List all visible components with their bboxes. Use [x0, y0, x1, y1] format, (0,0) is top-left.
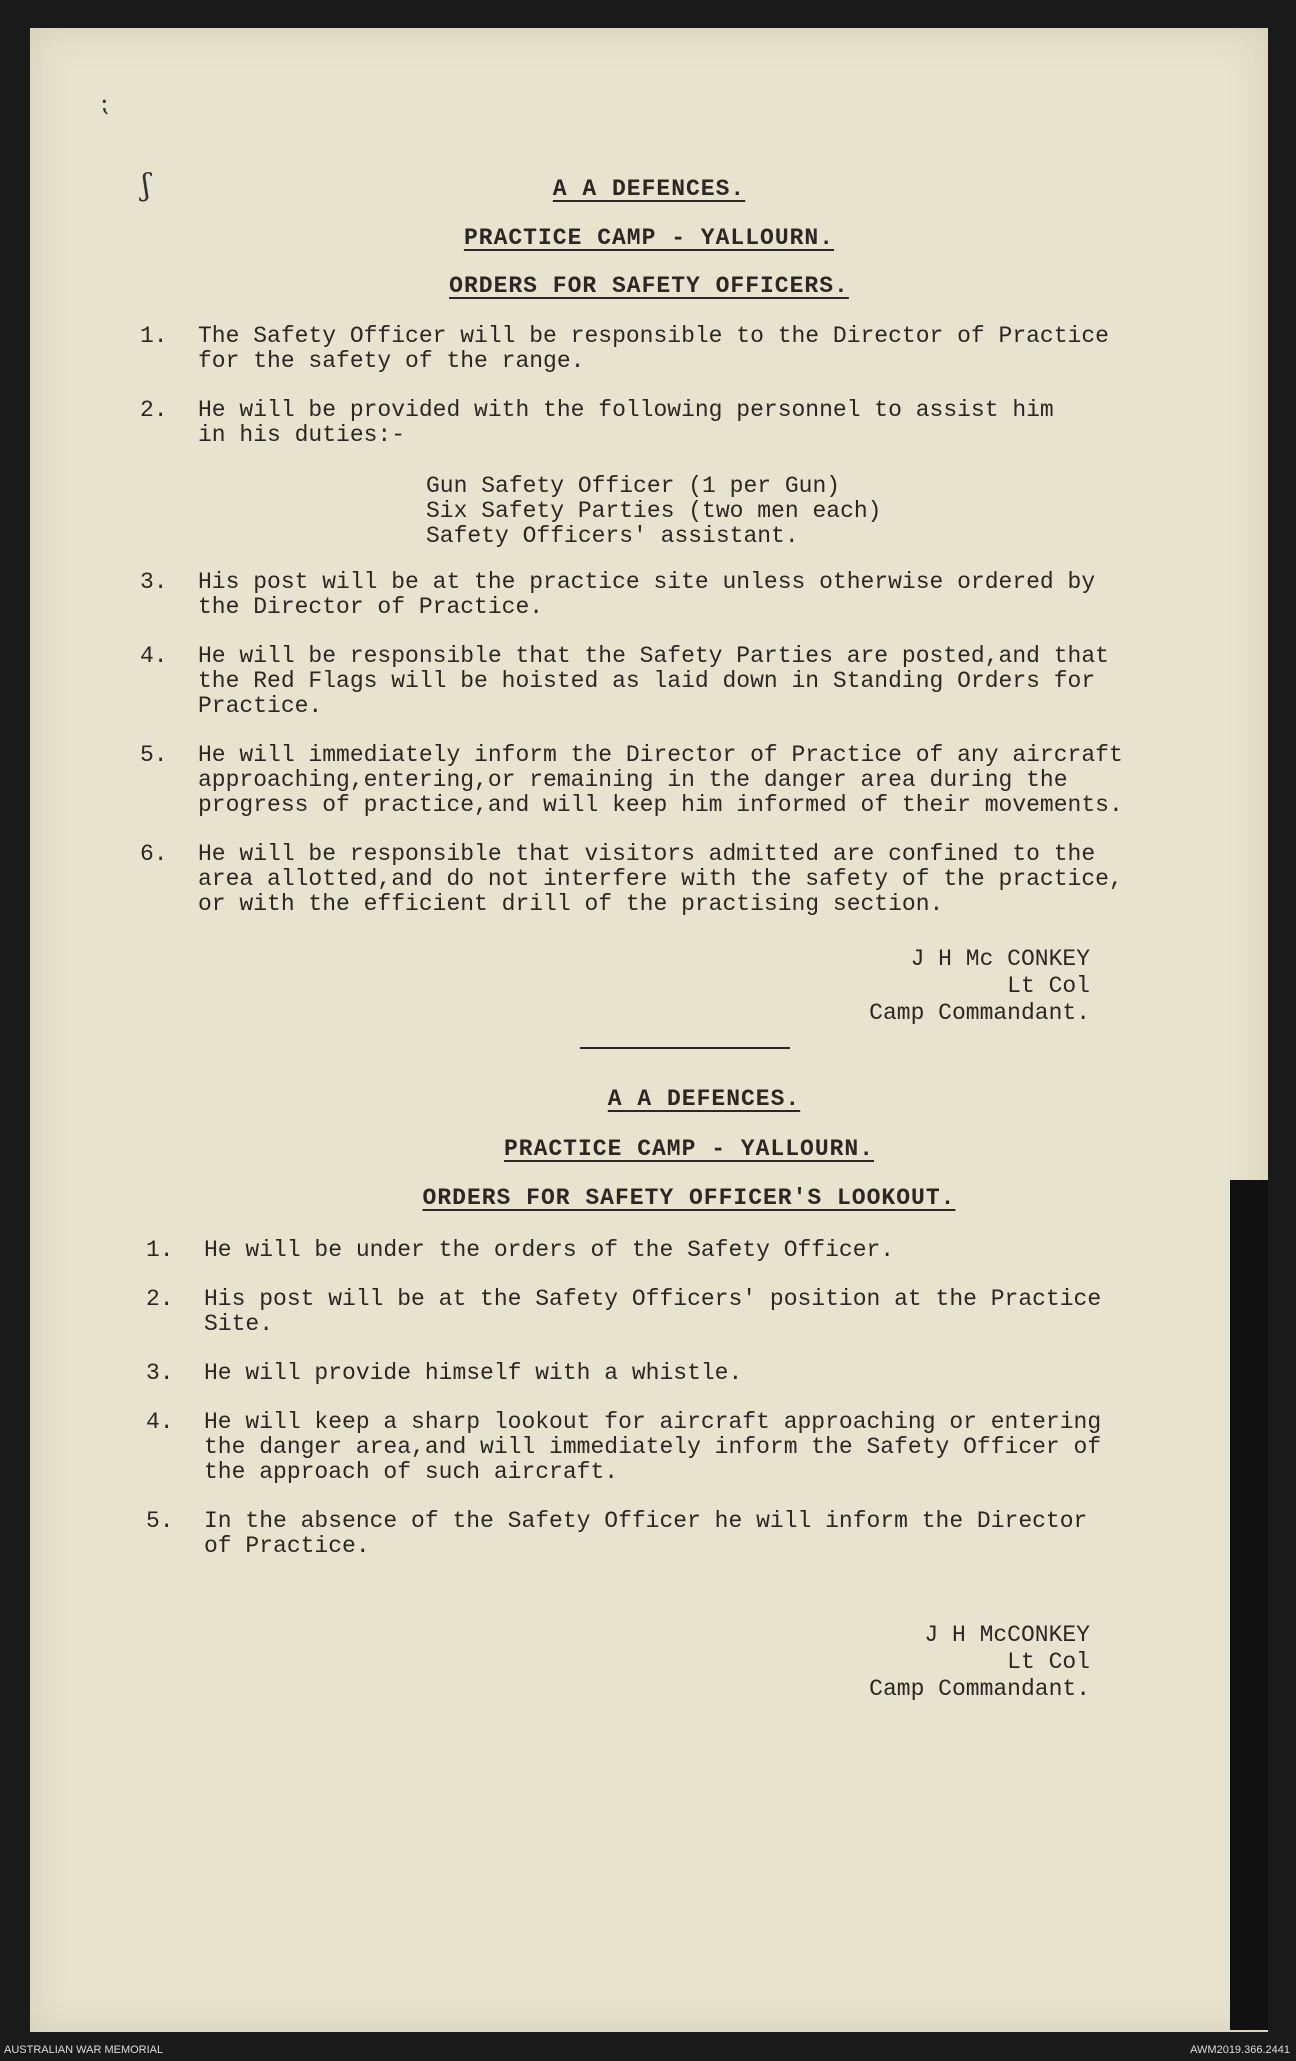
doc2-heading-orders: ORDERS FOR SAFETY OFFICER'S LOOKOUT.	[422, 1185, 956, 1211]
torn-edge	[1230, 1180, 1268, 2030]
doc2-heading-camp: PRACTICE CAMP - YALLOURN.	[503, 1136, 875, 1162]
doc1-heading-camp: PRACTICE CAMP - YALLOURN.	[463, 225, 835, 251]
handwritten-mark: ʃ	[142, 168, 151, 203]
section-divider	[580, 1047, 790, 1049]
document-page	[30, 28, 1268, 2032]
doc1-heading-orders: ORDERS FOR SAFETY OFFICERS.	[449, 273, 849, 299]
list-item: 5. In the absence of the Safety Officer he will inform the Director of Practice.	[146, 1508, 1088, 1559]
doc1-personnel-list: Gun Safety Officer (1 per Gun) Six Safety Parties (two men each) Safety Officers' assistant.	[426, 473, 882, 549]
list-item: 4. He will be responsible that the Safety Parties are posted,and that the Red Flags will be hoisted as laid down in Standing Orders for Practice.	[140, 643, 1109, 719]
list-item: 1. He will be under the orders of the Safety Officer.	[146, 1237, 895, 1263]
doc1-heading-defences: A A DEFENCES.	[552, 176, 746, 202]
list-item: 3. He will provide himself with a whistle.	[146, 1360, 743, 1386]
doc1-orders-list	[140, 324, 1220, 941]
list-item: 6. He will be responsible that visitors admitted are confined to the area allotted,and do not interfere with the safety of the practice, or with the efficient drill of the practising section.	[140, 841, 1123, 917]
list-item: 2. His post will be at the Safety Officers' position at the Practice Site.	[146, 1286, 1102, 1337]
list-item: 4. He will keep a sharp lookout for aircraft approaching or entering the danger area,and will immediately inform the Safety Officer of the approach of such aircraft.	[146, 1409, 1102, 1485]
list-item: 5. He will immediately inform the Director of Practice of any aircraft approaching,entering,or remaining in the danger area during the progress of practice,and will keep him informed of their movements.	[140, 742, 1123, 818]
list-item: 2. He will be provided with the following personnel to assist him in his duties:-	[140, 397, 1054, 448]
list-item: 3. His post will be at the practice site unless otherwise ordered by the Director of Practice.	[140, 569, 1096, 620]
doc2-heading-defences: A A DEFENCES.	[607, 1086, 801, 1112]
footer-credit: AUSTRALIAN WAR MEMORIAL	[4, 2044, 164, 2056]
doc1-signature: J H Mc CONKEY Lt Col Camp Commandant.	[869, 946, 1090, 1026]
footer-accession: AWM2019.366.2441	[1190, 2044, 1290, 2056]
list-item: 1. The Safety Officer will be responsible to the Director of Practice for the safety of the range.	[140, 323, 1109, 374]
paper-blemish: ⁏	[100, 88, 109, 118]
doc2-orders-list	[146, 1238, 1226, 1583]
doc2-signature: J H McCONKEY Lt Col Camp Commandant.	[869, 1622, 1090, 1702]
